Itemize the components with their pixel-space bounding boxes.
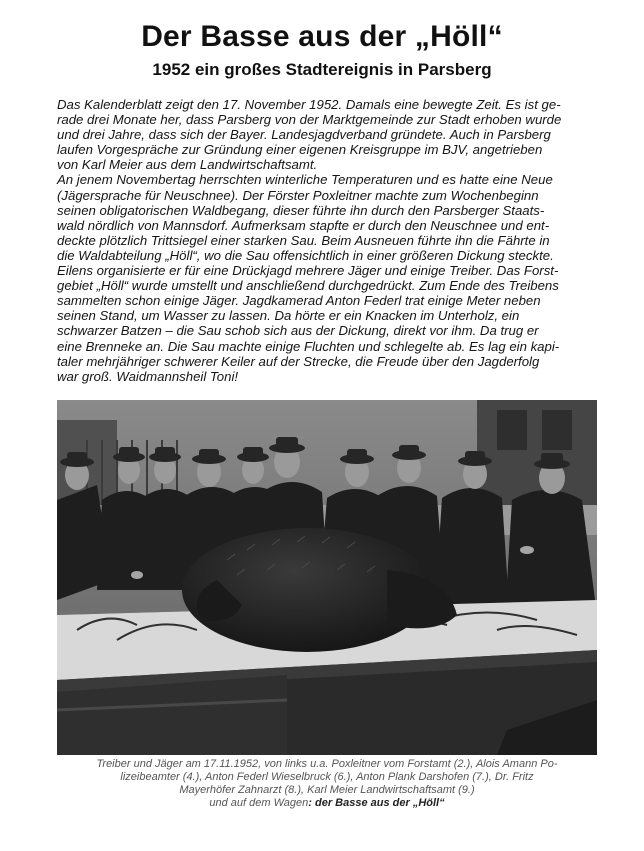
article-line: wald nördlich von Mannsdorf. Aufmerksam stapfte er durch den Neuschnee und ent- [57,217,550,233]
article-line: laufen Vorgespräche zur Gründung einer eigenen Kreisgruppe im BJV, angetrieben [57,142,543,158]
article-line: von Karl Meier aus dem Landwirtschaftsamt. [57,157,318,173]
caption-line: Treiber und Jäger am 17.11.1952, von links u.a. Poxleitner vom Forstamt (2.), Alois Amann Po- [96,758,558,770]
article-line: (Jägersprache für Neuschnee). Der Förster Poxleitner machte zum Wochenbeginn [57,187,539,203]
article-body [57,97,587,384]
article-line: gebiet „Höll“ wurde umstellt und anschließend durchgedrückt. Zum Ende des Treibens [57,278,559,294]
article-line: Eilens organisierte er für eine Drückjagd mehrere Jäger und einige Treiber. Das Forst- [57,263,559,279]
article-line: Das Kalenderblatt zeigt den 17. November 1952. Damals eine bewegte Zeit. Es ist ge- [57,97,561,112]
article-line: und drei Jahre, dass sich der Bayer. Landesjagdverband gründete. Auch in Parsberg [57,127,551,143]
page-title: Der Basse aus der „Höll“ [141,20,503,53]
article-line: seinen Stand, um Wasser zu lassen. Da hörte er ein Knacken im Unterholz, ein [57,308,520,324]
page-subtitle: 1952 ein großes Stadtereignis in Parsberg [152,60,492,79]
article-line: die Waldabteilung „Höll“, wo die Sau offensichtlich in einer größeren Dickung steckte. [57,247,554,263]
caption-line [57,797,597,810]
article-line: seinen obligatorischen Waldbegang, dieser führte ihn durch den Parsberger Staats- [57,202,545,218]
article-line: An jenem Novembertag herrschten winterliche Temperaturen und es hatte eine Neue [57,172,553,188]
historic-photo [57,400,597,755]
caption-emphasis: : der Basse aus der „Höll“ [308,797,445,809]
article-line: schwarzer Batzen – die Sau schob sich aus der Dickung, direkt vor ihm. Da trug er [57,323,539,339]
caption-line: lizeibeamter (4.), Anton Federl Wieselbruck (6.), Anton Plank Darshofen (7.), Dr. Fritz [120,771,534,783]
article-line: sammelten schon einige Jäger. Jagdkamerad Anton Federl trat einige Meter neben [57,293,541,309]
article-line: taler mehrjähriger schwerer Keiler auf der Strecke, die Freude über den Jagderfolg [57,353,540,369]
caption-prefix: und auf dem Wagen [209,797,309,809]
article-line: eine Brenneke an. Die Sau machte einige Fluchten und schlegelte ab. Es lag ein kapi- [57,338,560,354]
article-line: rade drei Monate her, dass Parsberg von der Marktgemeinde zur Stadt erhoben wurde [57,112,562,128]
caption-line: Mayerhöfer Zahnarzt (8.), Karl Meier Landwirtschaftsamt (9.) [179,784,475,796]
photo-caption [57,758,597,810]
article-line: war groß. Waidmannsheil Toni! [57,368,239,384]
article-line: deckte plötzlich Trittsiegel einer starken Sau. Beim Ausneuen führte ihn die Fährte in [57,232,550,248]
